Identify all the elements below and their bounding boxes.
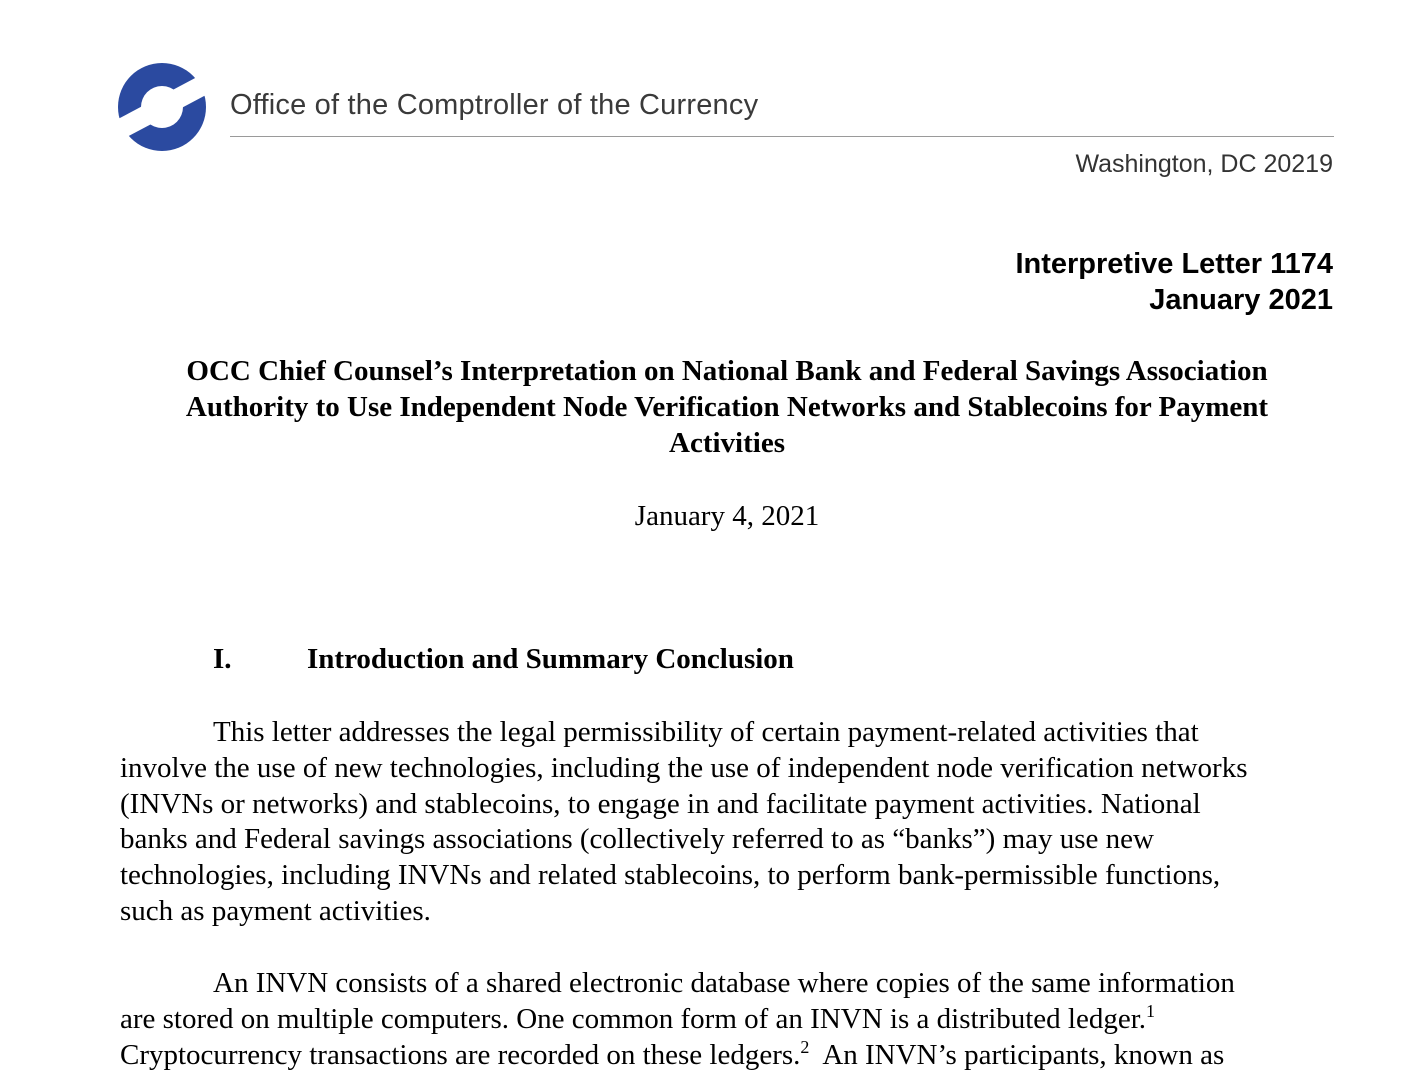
paragraph-line: such as payment activities. [120, 894, 431, 927]
letter-identifier [1015, 246, 1333, 318]
footnote-marker[interactable]: 2 [800, 1036, 810, 1057]
title-line: OCC Chief Counsel’s Interpretation on National Bank and Federal Savings Association [186, 355, 1268, 387]
paragraph-text: are stored on multiple computers. One common form of an INVN is a distributed ledger. [120, 1002, 1147, 1035]
letter-number: Interpretive Letter 1174 [1015, 248, 1333, 280]
agency-address: Washington, DC 20219 [1075, 150, 1333, 178]
header-divider [230, 136, 1334, 137]
title-line: Authority to Use Independent Node Verification Networks and Stablecoins for Payment [185, 391, 1269, 423]
section-title: Introduction and Summary Conclusion [307, 643, 794, 675]
paragraph-text: Cryptocurrency transactions are recorded on these ledgers. [120, 1038, 801, 1071]
section-number: I. [213, 643, 232, 675]
paragraph-line: An INVN consists of a shared electronic database where copies of the same information [213, 967, 1235, 999]
paragraph-line: involve the use of new technologies, including the use of independent node verification networks [120, 751, 1248, 784]
document-title [120, 353, 1334, 461]
letter-month: January 2021 [1149, 284, 1333, 316]
footnote-marker[interactable]: 1 [1146, 1000, 1156, 1021]
agency-name: Office of the Comptroller of the Currency [230, 89, 759, 121]
section-heading [213, 641, 794, 677]
paragraph-line: This letter addresses the legal permissibility of certain payment-related activities that [213, 716, 1199, 748]
occ-logo-icon [117, 62, 207, 152]
body-paragraph [120, 715, 1350, 930]
title-line: Activities [669, 427, 785, 459]
paragraph-line: (INVNs or networks) and stablecoins, to engage in and facilitate payment activities. National [120, 787, 1201, 820]
paragraph-text: An INVN’s participants, known as [809, 1038, 1225, 1071]
paragraph-line [120, 1038, 1350, 1074]
paragraph-line: banks and Federal savings associations (collectively referred to as “banks”) may use new [120, 823, 1154, 856]
document-date: January 4, 2021 [634, 500, 820, 532]
paragraph-line [120, 1002, 1350, 1038]
paragraph-line: technologies, including INVNs and related stablecoins, to perform bank-permissible functions, [120, 859, 1221, 892]
body-paragraph [120, 966, 1350, 1073]
